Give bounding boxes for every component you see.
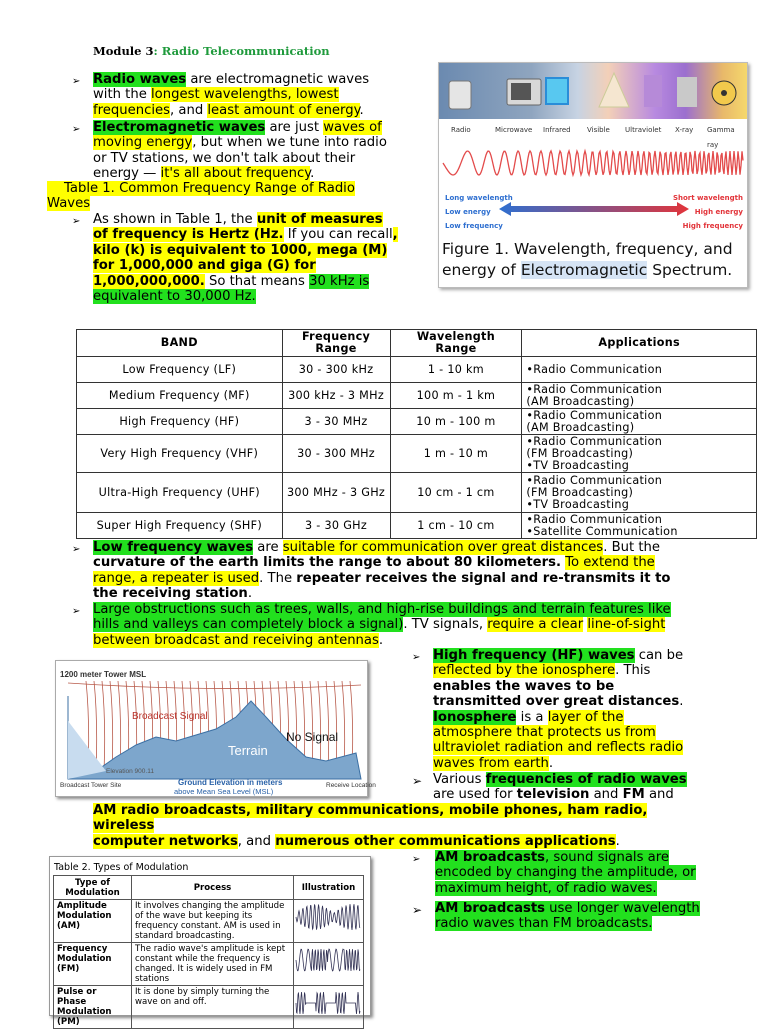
bullet-arrow-icon: ➢: [412, 774, 423, 788]
table2-title: Table 2. Types of Modulation: [54, 862, 189, 873]
bullet-various-frequencies: Various frequencies of radio waves are used for television and FM and: [433, 772, 687, 803]
modulation-process: The radio wave's amplitude is kept constant while the frequency is changed. It is widely used in FM stations: [132, 943, 294, 986]
bullet-arrow-icon: ➢: [412, 854, 421, 865]
freq-cell: 30 - 300 kHz: [282, 357, 390, 383]
wave-cell: 10 m - 100 m: [390, 409, 522, 435]
col-wavelength: Wavelength Range: [390, 330, 522, 357]
broadcast-signal-label: Broadcast Signal: [132, 711, 208, 722]
app-cell: •Radio Communication (AM Broadcasting): [522, 383, 757, 409]
bullet-various-continued: AM radio broadcasts, military communications, mobile phones, ham radio, wireless computer networks, and numerous other communications applications.: [93, 803, 648, 849]
freq-cell: 30 - 300 MHz: [282, 435, 390, 473]
table2-header-row: Type of Modulation Process Illustration: [54, 876, 364, 900]
table2-row: [54, 900, 364, 943]
figure2-terrain-signal: [55, 660, 376, 797]
band-cell: Super High Frequency (SHF): [77, 513, 283, 539]
band-cell: Very High Frequency (VHF): [77, 435, 283, 473]
table1-row: [77, 473, 757, 513]
elevation-label: Elevation 900.11: [106, 768, 154, 775]
bullet-arrow-icon: ➢: [72, 124, 81, 135]
bullet-arrow-icon: ➢: [72, 606, 81, 617]
table1-row: [77, 383, 757, 409]
table1-frequency-ranges: [76, 329, 757, 537]
figure1-caption: Figure 1. Wavelength, frequency, and energy of Electromagnetic Spectrum.: [442, 240, 733, 279]
col-applications: Applications: [522, 330, 757, 357]
broadcast-site-label: Broadcast Tower Site: [60, 782, 122, 789]
waveform-icon: [296, 945, 360, 975]
module-title: Radio Telecommunication: [161, 44, 330, 58]
spectrum-image: [439, 63, 747, 119]
col-band: BAND: [77, 330, 283, 357]
module-header: Module 3: Radio Telecommunication: [93, 44, 330, 58]
receive-location-label: Receive Location: [326, 782, 376, 789]
spectrum-icons: [439, 63, 747, 119]
bullet-em-waves: Electromagnetic waves are just waves of moving energy, but when we tune into radio or TV stations, we don't talk about their energy — it's all about frequency.: [93, 120, 387, 182]
table1-row: [77, 513, 757, 539]
spectrum-arrow: [499, 201, 689, 217]
app-cell: •Radio Communication (FM Broadcasting) •TV Broadcasting: [522, 473, 757, 513]
bullet-am-wavelength: AM broadcasts use longer wavelength radio waves than FM broadcasts.: [435, 901, 700, 932]
module-number: Module 3: [93, 44, 154, 58]
bullet-arrow-icon: ➢: [72, 544, 81, 555]
figure1-em-spectrum: Radio Microwave Infrared Visible Ultraviolet X-ray Gamma ray Long wavelength Low energy Low frequency Short wavelength High energy High frequency Figure 1. Wavelength, frequency, and energy of Electromagnetic Spectrum.: [438, 62, 748, 288]
bullet-high-frequency: High frequency (HF) waves can be reflected by the ionosphere. This enables the waves to be transmitted over great distances. Ionosphere is a layer of the atmosphere that protects us from ultraviolet radiation and reflects radio waves from earth.: [433, 648, 684, 771]
table2-modulation: [49, 856, 371, 1027]
col-frequency: Frequency Range: [282, 330, 390, 357]
modulation-illustration: [294, 943, 364, 986]
bullet-arrow-icon: ➢: [412, 652, 421, 663]
table1-row: [77, 409, 757, 435]
bullet-obstructions: Large obstructions such as trees, walls, and high-rise buildings and terrain features like hills and valleys can completely block a signal). TV signals, require a clear line-of-sight between broadcast and receiving antennas.: [93, 602, 671, 648]
app-cell: •Radio Communication (FM Broadcasting) •TV Broadcasting: [522, 435, 757, 473]
band-cell: Low Frequency (LF): [77, 357, 283, 383]
table1-row: [77, 357, 757, 383]
terrain-diagram: [56, 661, 376, 796]
modulation-type: Pulse or Phase Modulation (PM): [54, 986, 132, 1029]
tower-label: 1200 meter Tower MSL: [60, 670, 147, 679]
modulation-illustration: [294, 900, 364, 943]
modulation-type: Amplitude Modulation (AM): [54, 900, 132, 943]
app-cell: •Radio Communication: [522, 357, 757, 383]
app-cell: •Radio Communication •Satellite Communication: [522, 513, 757, 539]
freq-cell: 300 MHz - 3 GHz: [282, 473, 390, 513]
freq-cell: 3 - 30 GHz: [282, 513, 390, 539]
freq-cell: 300 kHz - 3 MHz: [282, 383, 390, 409]
wave-cell: 100 m - 1 km: [390, 383, 522, 409]
band-cell: Ultra-High Frequency (UHF): [77, 473, 283, 513]
modulation-process: It is done by simply turning the wave on and off.: [132, 986, 294, 1029]
no-signal-label: No Signal: [286, 730, 339, 744]
wave-cell: 1 - 10 km: [390, 357, 522, 383]
table1-row: [77, 435, 757, 473]
wave-cell: 10 cm - 1 cm: [390, 473, 522, 513]
bullet-arrow-icon: ➢: [72, 216, 81, 227]
bullet-am-amplitude: AM broadcasts, sound signals are encoded by changing the amplitude, or maximum height, of radio waves.: [435, 850, 696, 896]
modulation-process: It involves changing the amplitude of the wave but keeping its frequency constant. AM is used in standard broadcasting.: [132, 900, 294, 943]
bullet-arrow-icon: ➢: [72, 76, 81, 87]
terrain-label: Terrain: [228, 743, 268, 758]
bullet-hertz: As shown in Table 1, the unit of measures of frequency is Hertz (Hz. If you can recall, kilo (k) is equivalent to 1000, mega (M) for 1,000,000 and giga (G) for 1,000,000,000. So that means 30 kHz is equivalent to 30,000 Hz.: [93, 212, 398, 305]
freq-cell: 3 - 30 MHz: [282, 409, 390, 435]
table2-row: [54, 943, 364, 986]
wave-cell: 1 m - 10 m: [390, 435, 522, 473]
ground-elevation-label: Ground Elevation in meters: [178, 778, 283, 787]
app-cell: •Radio Communication (AM Broadcasting): [522, 409, 757, 435]
table1-title: Table 1. Common Frequency Range of Radio Waves: [47, 181, 355, 212]
band-cell: Medium Frequency (MF): [77, 383, 283, 409]
modulation-illustration: [294, 986, 364, 1029]
msl-label: above Mean Sea Level (MSL): [174, 787, 274, 796]
bullet-radio-waves: Radio waves are electromagnetic waves with the longest wavelengths, lowest frequencies, and least amount of energy.: [93, 72, 370, 118]
band-cell: High Frequency (HF): [77, 409, 283, 435]
modulation-type: Frequency Modulation (FM): [54, 943, 132, 986]
table1-header-row: [77, 330, 757, 357]
bullet-arrow-icon: ➢: [412, 903, 423, 917]
bullet-low-frequency: Low frequency waves are suitable for communication over great distances. But the curvature of the earth limits the range to about 80 kilometers. To extend the range, a repeater is used. The repeater receives the signal and re-transmits it to the receiving station.: [93, 540, 671, 602]
waveform-icon: [296, 988, 360, 1018]
wave-cell: 1 cm - 10 cm: [390, 513, 522, 539]
wave-graphic: [439, 135, 747, 195]
table2-row: [54, 986, 364, 1029]
waveform-icon: [296, 902, 360, 932]
